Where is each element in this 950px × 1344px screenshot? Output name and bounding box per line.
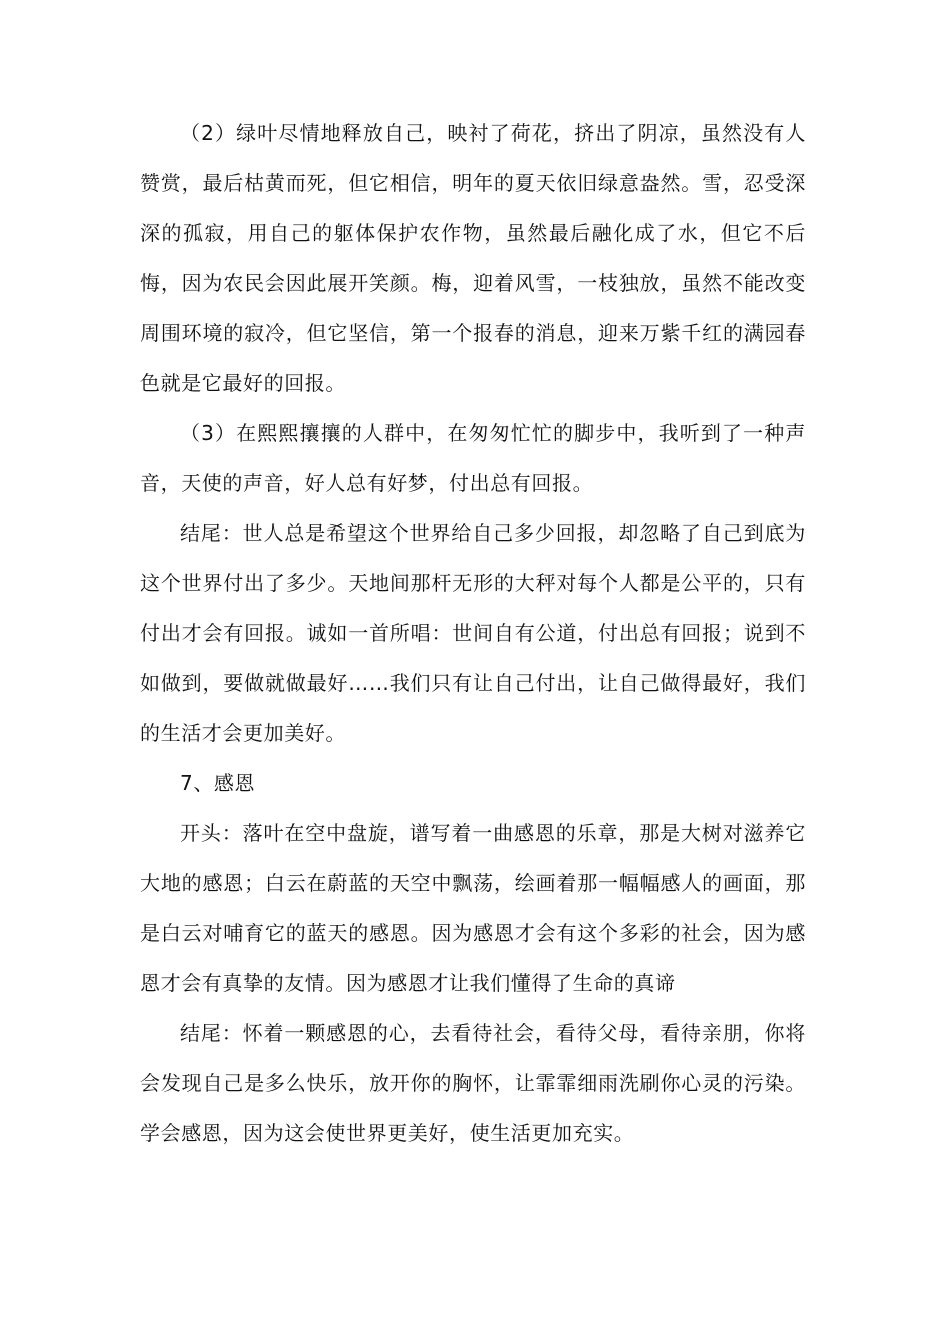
- section-heading-gratitude: 7、感恩: [180, 771, 256, 795]
- paragraph-gratitude-opening: 开头：落叶在空中盘旋，谱写着一曲感恩的乐章，那是大树对滋养它大地的感恩；白云在蔚蓝的天空中飘荡，绘画着那一幅幅感人的画面，那是白云对哺育它的蓝天的感恩。因为感恩才会有这个多彩的社会，因为感恩才会有真挚的友情。因为感恩才让我们懂得了生命的真谛: [140, 821, 806, 995]
- paragraph-angel-voice: （3）在熙熙攘攘的人群中，在匆匆忙忙的脚步中，我听到了一种声音，天使的声音，好人总有好梦，付出总有回报。: [140, 421, 806, 495]
- paragraph-gratitude-ending: 结尾：怀着一颗感恩的心，去看待社会，看待父母，看待亲朋，你将会发现自己是多么快乐，放开你的胸怀，让霏霏细雨洗刷你心灵的污染。学会感恩，因为这会使世界更美好，使生活更加充实。: [140, 1021, 806, 1145]
- paragraph-returns-ending: 结尾：世人总是希望这个世界给自己多少回报，却忽略了自己到底为这个世界付出了多少。天地间那杆无形的大秤对每个人都是公平的，只有付出才会有回报。诚如一首所唱：世间自有公道，付出总有回报；说到不如做到，要做就做最好……我们只有让自己付出，让自己做得最好，我们的生活才会更加美好。: [140, 521, 806, 745]
- document-body: [140, 108, 806, 1158]
- paragraph-returns-examples: （2）绿叶尽情地释放自己，映衬了荷花，挤出了阴凉，虽然没有人赞赏，最后枯黄而死，但它相信，明年的夏天依旧绿意盎然。雪，忍受深深的孤寂，用自己的躯体保护农作物，虽然最后融化成了水，但它不后悔，因为农民会因此展开笑颜。梅，迎着风雪，一枝独放，虽然不能改变周围环境的寂冷，但它坚信，第一个报春的消息，迎来万紫千红的满园春色就是它最好的回报。: [140, 121, 806, 395]
